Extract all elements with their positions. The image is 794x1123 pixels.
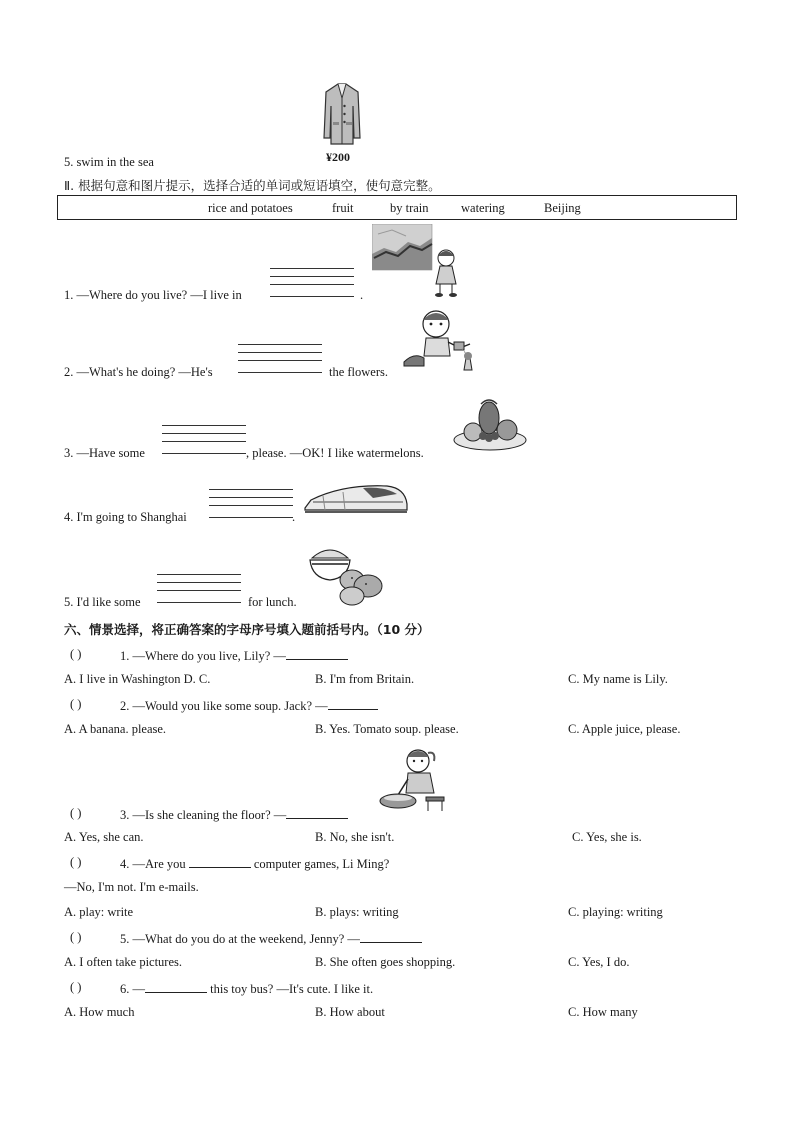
q6-4-option-b[interactable]: B. plays: writing [315, 905, 399, 919]
q6-3-option-a[interactable]: A. Yes, she can. [64, 830, 144, 844]
q6-5-bracket[interactable]: ( ) [70, 930, 82, 944]
q6-2-bracket[interactable]: ( ) [70, 697, 82, 711]
q6-4-stem-before: 4. —Are you [120, 857, 186, 871]
q6-4-stem [120, 855, 389, 872]
q6-6-option-c[interactable]: C. How many [568, 1005, 638, 1019]
q6-2-option-b[interactable]: B. Yes. Tomato soup. please. [315, 722, 459, 736]
q6-2-stem-text: 2. —Would you like some soup. Jack? — [120, 699, 328, 713]
q6-6-blank[interactable] [145, 980, 207, 993]
train-image [303, 480, 409, 514]
q6-6-stem [120, 980, 373, 997]
q4-answer-lines[interactable] [209, 489, 295, 521]
q6-6-bracket[interactable]: ( ) [70, 980, 82, 994]
q6-5-stem [120, 930, 422, 947]
q1-text-after: . [360, 288, 364, 302]
q6-3-option-c[interactable]: C. Yes, she is. [572, 830, 642, 844]
q6-3-stem-text: 3. —Is she cleaning the floor? — [120, 808, 287, 822]
q6-2-stem [120, 697, 378, 714]
q6-6-stem-before: 6. — [120, 982, 145, 996]
coat-image [318, 82, 366, 150]
q6-3-bracket[interactable]: ( ) [70, 806, 82, 820]
word-bank-item: by train [390, 201, 429, 215]
q6-5-stem-text: 5. —What do you do at the weekend, Jenny? — [120, 932, 360, 946]
word-bank-item: rice and potatoes [208, 201, 293, 215]
word-bank-item: watering [461, 201, 505, 215]
q6-1-stem-text: 1. —Where do you live, Lily? — [120, 649, 286, 663]
q6-1-option-a[interactable]: A. I live in Washington D. C. [64, 672, 211, 686]
q2-text-after: the flowers. [329, 365, 389, 379]
q6-2-option-c[interactable]: C. Apple juice, please. [568, 722, 681, 736]
q6-1-blank[interactable] [286, 647, 348, 660]
q6-4-option-c[interactable]: C. playing: writing [568, 905, 663, 919]
q5-text-before: 5. I'd like some [64, 595, 141, 609]
section-6-heading: 六、情景选择，将正确答案的字母序号填入题前括号内。（10 分） [64, 622, 430, 637]
q6-4-blank[interactable] [189, 855, 251, 868]
q5-answer-lines[interactable] [157, 574, 243, 606]
q3-text-before: 3. —Have some [64, 446, 145, 460]
q6-4-option-a[interactable]: A. play: write [64, 905, 134, 919]
q6-4-stem-after: computer games, Li Ming? [253, 857, 390, 871]
q6-3-option-b[interactable]: B. No, she isn't. [315, 830, 395, 844]
q6-6-option-b[interactable]: B. How about [315, 1005, 385, 1019]
q6-6-option-a[interactable]: A. How much [64, 1005, 135, 1019]
fruit-plate-image [451, 396, 529, 456]
q4-text-after: . [292, 510, 296, 524]
q6-1-stem [120, 647, 348, 664]
section-2-heading: Ⅱ. 根据句意和图片提示，选择合适的单词或短语填空，使句意完整。 [64, 178, 441, 193]
q6-3-blank[interactable] [286, 806, 348, 819]
word-bank-item: fruit [332, 201, 354, 215]
q6-2-blank[interactable] [328, 697, 378, 710]
q5-text-after: for lunch. [248, 595, 297, 609]
q6-1-option-b[interactable]: B. I'm from Britain. [315, 672, 415, 686]
q6-3-stem [120, 806, 348, 823]
q6-5-option-c[interactable]: C. Yes, I do. [568, 955, 630, 969]
q6-6-stem-after: this toy bus? —It's cute. I like it. [210, 982, 374, 996]
great-wall-girl-image [372, 224, 464, 298]
q6-5-option-a[interactable]: A. I often take pictures. [64, 955, 183, 969]
girl-washing-image [378, 745, 450, 815]
q6-5-blank[interactable] [360, 930, 422, 943]
q2-text-before: 2. —What's he doing? —He's [64, 365, 213, 379]
watering-boy-image [400, 306, 478, 376]
q1-text-before: 1. —Where do you live? —I live in [64, 288, 242, 302]
q3-answer-lines[interactable] [162, 425, 248, 457]
q3-text-after: , please. —OK! I like watermelons. [246, 446, 424, 460]
q1-answer-lines[interactable] [270, 268, 356, 300]
q6-1-option-c[interactable]: C. My name is Lily. [568, 672, 668, 686]
word-bank-item: Beijing [544, 201, 581, 215]
q6-4-line2: —No, I'm not. I'm e-mails. [64, 880, 199, 894]
q6-5-option-b[interactable]: B. She often goes shopping. [315, 955, 456, 969]
q6-4-bracket[interactable]: ( ) [70, 855, 82, 869]
q4-text-before: 4. I'm going to Shanghai [64, 510, 187, 524]
coat-price: ¥200 [326, 150, 350, 164]
q2-answer-lines[interactable] [238, 344, 324, 376]
item-5-text: 5. swim in the sea [64, 155, 154, 169]
rice-potatoes-image [308, 538, 386, 606]
word-bank-box [57, 195, 737, 220]
q6-1-bracket[interactable]: ( ) [70, 647, 82, 661]
q6-2-option-a[interactable]: A. A banana. please. [64, 722, 167, 736]
